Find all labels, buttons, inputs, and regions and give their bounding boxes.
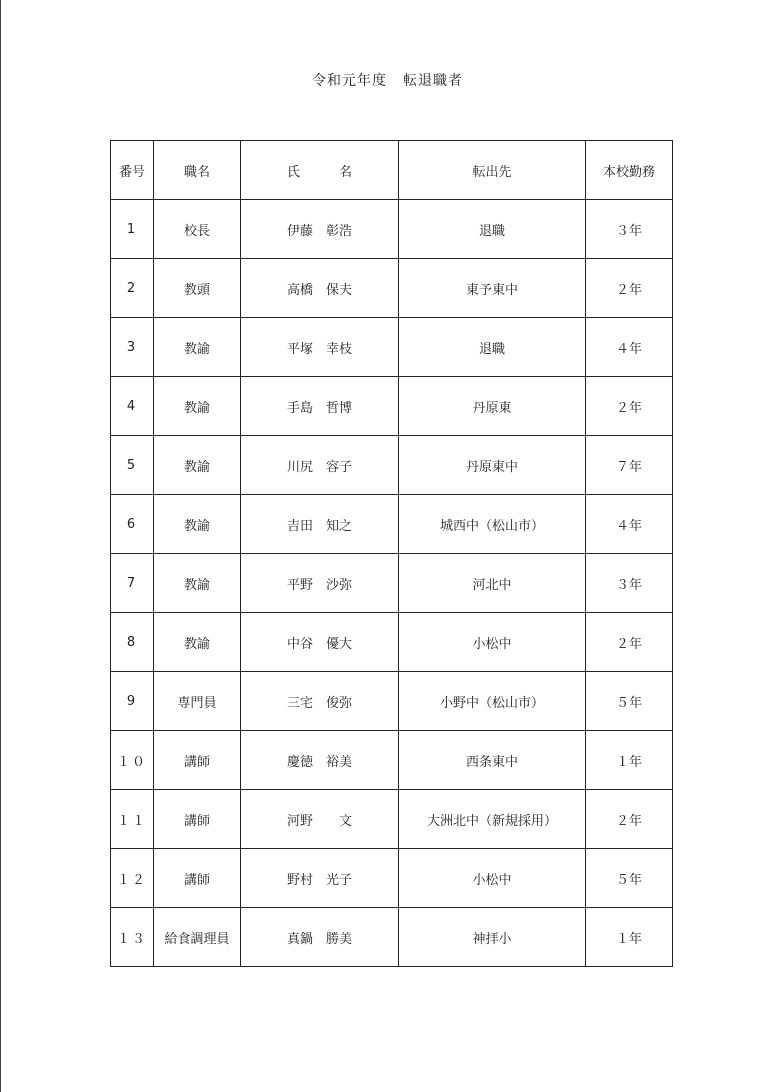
cell-destination: 河北中: [399, 554, 586, 613]
cell-name: 野村 光子: [241, 849, 399, 908]
document-title: [0, 70, 775, 90]
cell-years: ５年: [586, 672, 673, 731]
cell-no: 8: [111, 613, 154, 672]
title-year: 令和元年度: [312, 73, 387, 89]
cell-no: 6: [111, 495, 154, 554]
cell-name: 川尻 容子: [241, 436, 399, 495]
cell-name: 三宅 俊弥: [241, 672, 399, 731]
cell-position: 教諭: [154, 377, 241, 436]
cell-position: 教諭: [154, 554, 241, 613]
cell-position: 教諭: [154, 318, 241, 377]
cell-name: 真鍋 勝美: [241, 908, 399, 967]
table-row: [111, 200, 673, 259]
cell-no: １２: [111, 849, 154, 908]
cell-destination: 東予東中: [399, 259, 586, 318]
cell-years: ２年: [586, 377, 673, 436]
cell-position: 教諭: [154, 613, 241, 672]
title-subject: 転退職者: [403, 73, 463, 89]
cell-destination: 小松中: [399, 613, 586, 672]
table-row: [111, 377, 673, 436]
cell-name: 慶徳 裕美: [241, 731, 399, 790]
cell-destination: 小野中（松山市）: [399, 672, 586, 731]
table-row: [111, 259, 673, 318]
cell-position: 教諭: [154, 495, 241, 554]
cell-destination: 城西中（松山市）: [399, 495, 586, 554]
cell-years: ３年: [586, 200, 673, 259]
cell-no: １０: [111, 731, 154, 790]
cell-years: ７年: [586, 436, 673, 495]
cell-no: 2: [111, 259, 154, 318]
cell-position: 講師: [154, 731, 241, 790]
table-row: [111, 849, 673, 908]
cell-name: 伊藤 彰浩: [241, 200, 399, 259]
cell-name: 河野 文: [241, 790, 399, 849]
cell-no: 5: [111, 436, 154, 495]
staff-transfer-table: [110, 140, 673, 967]
table-row: [111, 790, 673, 849]
cell-destination: 退職: [399, 200, 586, 259]
cell-name: 吉田 知之: [241, 495, 399, 554]
header-name: 氏 名: [241, 141, 399, 200]
header-row: [111, 141, 673, 200]
cell-years: ４年: [586, 495, 673, 554]
cell-no: 3: [111, 318, 154, 377]
cell-position: 教諭: [154, 436, 241, 495]
table-row: [111, 908, 673, 967]
header-position: 職名: [154, 141, 241, 200]
cell-position: 校長: [154, 200, 241, 259]
table-body: [111, 200, 673, 967]
cell-name: 平野 沙弥: [241, 554, 399, 613]
cell-no: １１: [111, 790, 154, 849]
cell-years: ２年: [586, 613, 673, 672]
cell-name: 高橋 保夫: [241, 259, 399, 318]
table-row: [111, 613, 673, 672]
cell-no: １３: [111, 908, 154, 967]
cell-no: 7: [111, 554, 154, 613]
cell-name: 平塚 幸枝: [241, 318, 399, 377]
cell-destination: 西条東中: [399, 731, 586, 790]
page-edge: [0, 0, 1, 1092]
table-row: [111, 672, 673, 731]
table-row: [111, 436, 673, 495]
table-row: [111, 495, 673, 554]
cell-destination: 小松中: [399, 849, 586, 908]
cell-no: 4: [111, 377, 154, 436]
cell-position: 講師: [154, 849, 241, 908]
cell-position: 教頭: [154, 259, 241, 318]
cell-years: ２年: [586, 259, 673, 318]
cell-destination: 大洲北中（新規採用）: [399, 790, 586, 849]
table-row: [111, 318, 673, 377]
cell-years: １年: [586, 908, 673, 967]
table-row: [111, 731, 673, 790]
cell-destination: 丹原東: [399, 377, 586, 436]
cell-no: 9: [111, 672, 154, 731]
table-row: [111, 554, 673, 613]
cell-years: ３年: [586, 554, 673, 613]
header-destination: 転出先: [399, 141, 586, 200]
cell-position: 給食調理員: [154, 908, 241, 967]
cell-position: 講師: [154, 790, 241, 849]
cell-destination: 神拝小: [399, 908, 586, 967]
cell-name: 手島 哲博: [241, 377, 399, 436]
cell-destination: 丹原東中: [399, 436, 586, 495]
cell-years: ２年: [586, 790, 673, 849]
cell-position: 専門員: [154, 672, 241, 731]
cell-years: ５年: [586, 849, 673, 908]
cell-destination: 退職: [399, 318, 586, 377]
cell-years: ４年: [586, 318, 673, 377]
header-years: 本校勤務: [586, 141, 673, 200]
cell-no: 1: [111, 200, 154, 259]
cell-name: 中谷 優大: [241, 613, 399, 672]
cell-years: １年: [586, 731, 673, 790]
header-no: 番号: [111, 141, 154, 200]
